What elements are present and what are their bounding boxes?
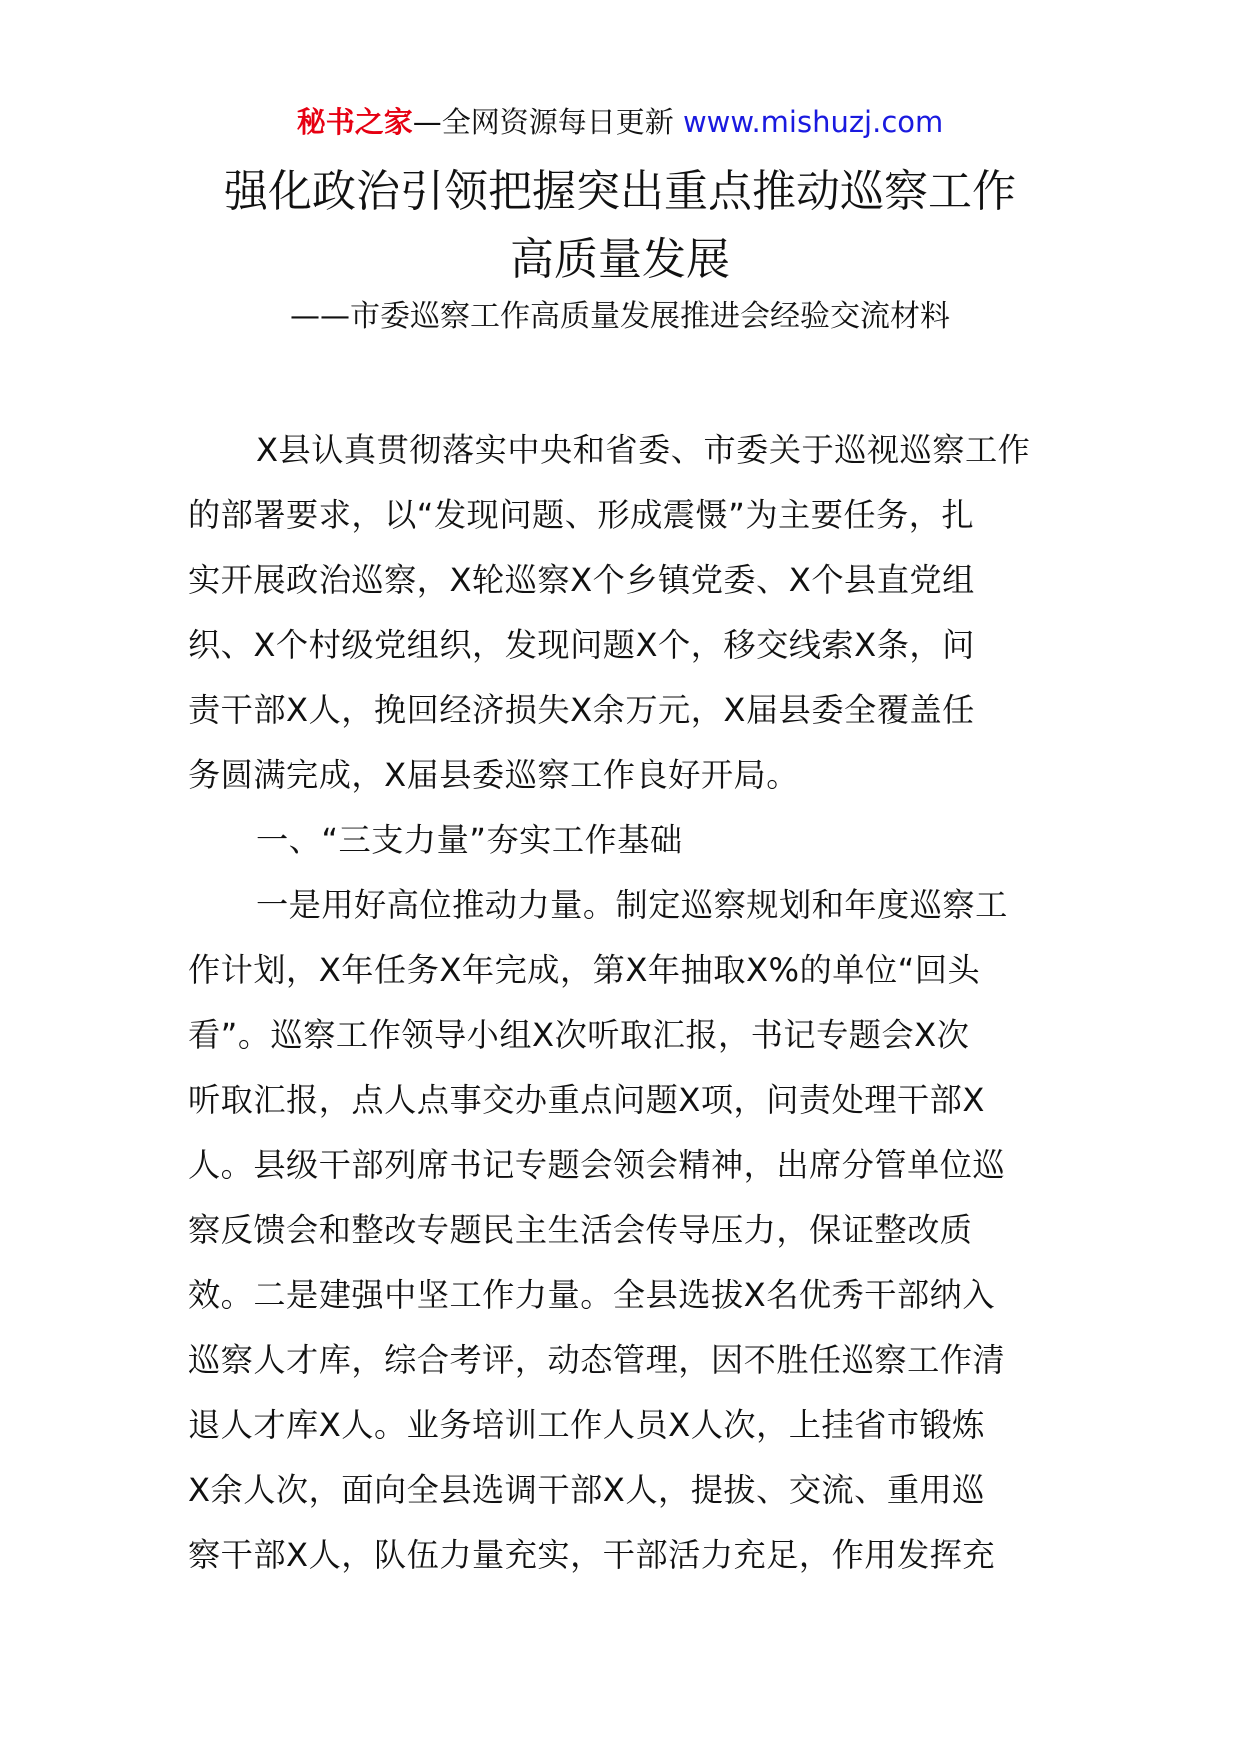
- document-title-line-1: 强化政治引领把握突出重点推动巡察工作: [224, 166, 1016, 217]
- section-heading: 一、“三支力量”夯实工作基础: [256, 821, 683, 859]
- body-line: 织、X个村级党组织，发现问题X个，移交线索X条，问: [188, 626, 975, 664]
- body-line: 退人才库X人。业务培训工作人员X人次，上挂省市锻炼: [188, 1406, 985, 1444]
- header-tagline: —全网资源每日更新: [412, 105, 674, 139]
- body-line: 责干部X人，挽回经济损失X余万元，X届县委全覆盖任: [188, 691, 975, 729]
- body-line: 效。二是建强中坚工作力量。全县选拔X名优秀干部纳入: [188, 1276, 996, 1314]
- site-header: [0, 100, 1240, 144]
- body-line: 巡察人才库，综合考评，动态管理，因不胜任巡察工作清: [188, 1341, 1006, 1379]
- body-line: 察干部X人，队伍力量充实，干部活力充足，作用发挥充: [188, 1536, 996, 1574]
- brand-name: 秘书之家: [296, 105, 413, 139]
- document-title-line-2: 高质量发展: [510, 234, 730, 285]
- document-body: [188, 418, 1054, 1588]
- body-line: 的部署要求，以“发现问题、形成震慑”为主要任务，扎: [188, 496, 975, 534]
- body-line: 作计划，X年任务X年完成，第X年抽取X%的单位“回头: [188, 951, 981, 989]
- body-line: 务圆满完成，X届县委巡察工作良好开局。: [188, 756, 799, 794]
- body-line: 察反馈会和整改专题民主生活会传导压力，保证整改质: [188, 1211, 973, 1249]
- body-line: 看”。巡察工作领导小组X次听取汇报，书记专题会X次: [188, 1016, 970, 1054]
- body-line: X县认真贯彻落实中央和省委、市委关于巡视巡察工作: [256, 431, 1031, 469]
- document-subtitle: ——市委巡察工作高质量发展推进会经验交流材料: [290, 299, 950, 334]
- site-url[interactable]: www.mishuzj.com: [682, 105, 944, 139]
- body-line: 一是用好高位推动力量。制定巡察规划和年度巡察工: [256, 886, 1008, 924]
- body-line: 听取汇报，点人点事交办重点问题X项，问责处理干部X: [188, 1081, 985, 1119]
- body-line: 实开展政治巡察，X轮巡察X个乡镇党委、X个县直党组: [188, 561, 975, 599]
- body-line: 人。县级干部列席书记专题会领会精神，出席分管单位巡: [188, 1146, 1006, 1184]
- body-line: X余人次，面向全县选调干部X人，提拔、交流、重用巡: [188, 1471, 985, 1509]
